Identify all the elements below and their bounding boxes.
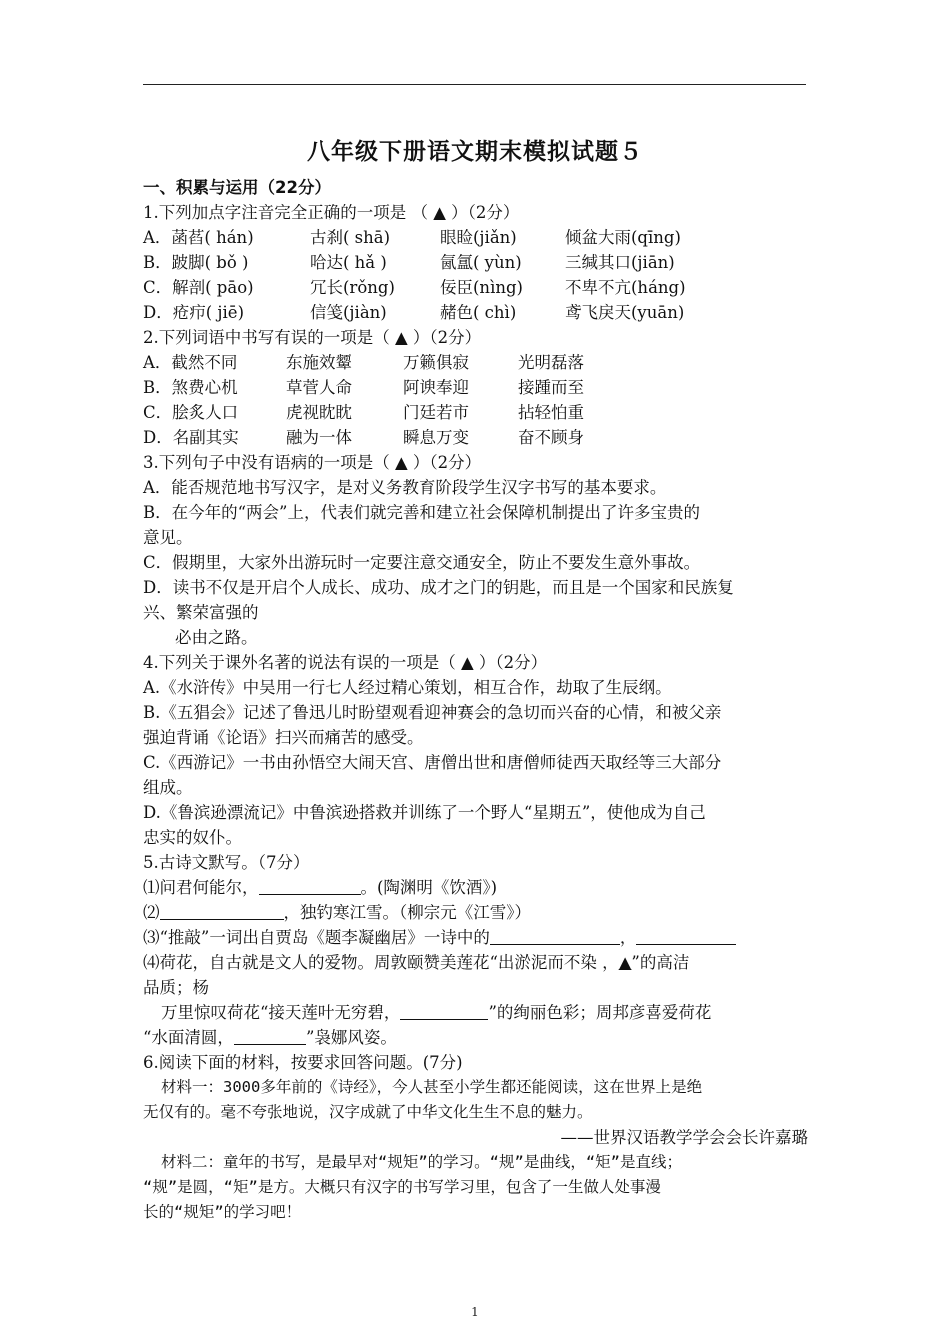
material-1-cont: 无仅有的。毫不夸张地说，汉字成就了中华文化生生不息的魅力。 — [143, 1103, 593, 1121]
question-4-stem: 4.下列关于课外名著的说法有误的一项是（ ▲ ）（2分） — [143, 653, 548, 672]
option-cell: D．名副其实 — [143, 428, 239, 447]
option-cell: 哈达( hǎ ) — [310, 253, 387, 272]
section-heading: 一、积累与运用（22分） — [143, 178, 331, 197]
poem-text: ”的高洁 — [631, 953, 690, 972]
poem-text: ⑵ — [143, 903, 160, 922]
poem-line-1 — [143, 875, 808, 900]
option-cell: 光明磊落 — [518, 353, 584, 372]
poem-line-7 — [143, 1025, 808, 1050]
poem-text: ⑴问君何能尔， — [143, 878, 259, 897]
question-3-stem: 3.下列句子中没有语病的一项是（ ▲ ）（2分） — [143, 453, 482, 472]
poem-line-4 — [143, 950, 808, 975]
answer-blank[interactable] — [259, 877, 361, 895]
option-cell: 草菅人命 — [286, 378, 352, 397]
poem-text: ，独钓寒江雪。（柳宗元《江雪》） — [283, 903, 531, 922]
option-cell: 鸢飞戾天(yuān) — [565, 303, 685, 322]
question-2-stem: 2.下列词语中书写有误的一项是（ ▲ ）（2分） — [143, 328, 482, 347]
option-cell: 信笺(jiàn) — [310, 303, 387, 322]
poem-line-5: 品质；杨 — [143, 978, 209, 997]
poem-line-2 — [143, 900, 808, 925]
answer-blank[interactable] — [636, 927, 736, 945]
material-2-cont: “规”是圆，“矩”是方。大概只有汉字的书写学习里，包含了一生做人处事漫 — [143, 1178, 661, 1196]
answer-blank[interactable] — [234, 1027, 306, 1045]
poem-text: 。(陶渊明《饮酒》) — [360, 878, 498, 897]
option-cell: 赭色( chì) — [440, 303, 517, 322]
option-cell: 东施效颦 — [286, 353, 352, 372]
option-cell: 不卑不亢(háng) — [565, 278, 686, 297]
question-4-option-c: C.《西游记》一书由孙悟空大闹天宫、唐僧出世和唐僧师徒西天取经等三大部分 — [143, 753, 722, 772]
question-2-option-a — [143, 350, 808, 375]
option-cell: 虎视眈眈 — [286, 403, 352, 422]
page-title: 八年级下册语文期末模拟试题５ — [307, 138, 643, 165]
poem-text: ”的绚丽色彩；周邦彦喜爱荷花 — [488, 1003, 712, 1022]
question-4-option-d: D.《鲁滨逊漂流记》中鲁滨逊搭救并训练了一个野人“星期五”，使他成为自己 — [143, 803, 706, 822]
option-cell: A．截然不同 — [143, 353, 238, 372]
option-cell: 佞臣(nìng) — [440, 278, 523, 297]
option-cell: 门廷若市 — [403, 403, 469, 422]
question-4-option-d-cont: 忠实的奴仆。 — [143, 828, 242, 847]
option-cell: 氤氲( yùn) — [440, 253, 522, 272]
poem-line-6 — [143, 1000, 808, 1025]
question-1-option-c — [143, 275, 808, 300]
option-cell: 奋不顾身 — [518, 428, 584, 447]
option-cell: 古刹( shā) — [310, 228, 391, 247]
question-2-option-c — [143, 400, 808, 425]
question-4-option-a: A.《水浒传》中吴用一行七人经过精心策划，相互合作，劫取了生辰纲。 — [143, 678, 672, 697]
answer-blank[interactable] — [490, 927, 620, 945]
option-cell: D．疮疖( jiē) — [143, 303, 245, 322]
option-cell: 阿谀奉迎 — [403, 378, 469, 397]
material-2-cont2: 长的“规矩”的学习吧！ — [143, 1203, 302, 1221]
question-3-option-d-cont2: 必由之路。 — [175, 628, 258, 647]
question-1-stem: 1.下列加点字注音完全正确的一项是 （ ▲ ）（2分） — [143, 203, 520, 222]
material-1-source: ——世界汉语教学学会会长许嘉璐 — [560, 1128, 808, 1147]
page-number: 1 — [471, 1305, 479, 1319]
poem-line-3 — [143, 925, 808, 950]
option-cell: 拈轻怕重 — [518, 403, 584, 422]
poem-text: “水面清圆， — [143, 1028, 234, 1047]
question-3-option-d-cont: 兴、繁荣富强的 — [143, 603, 259, 622]
answer-blank[interactable] — [400, 1002, 488, 1020]
option-cell: 倾盆大雨(qīng) — [565, 228, 681, 247]
answer-blank[interactable] — [160, 902, 284, 920]
question-5-stem: 5.古诗文默写。（7分） — [143, 853, 310, 872]
option-cell: B．煞费心机 — [143, 378, 238, 397]
option-cell: C．解剖( pāo) — [143, 278, 254, 297]
question-3-option-d: D．读书不仅是开启个人成长、成功、成才之门的钥匙，而且是一个国家和民族复 — [143, 578, 734, 597]
question-1-option-d — [143, 300, 808, 325]
question-6-stem: 6.阅读下面的材料，按要求回答问题。(7分) — [143, 1053, 463, 1072]
question-3-option-b-cont: 意见。 — [143, 528, 193, 547]
poem-text: 万里惊叹荷花“接天莲叶无穷碧， — [161, 1003, 401, 1022]
question-4-option-b-cont: 强迫背诵《论语》扫兴而痛苦的感受。 — [143, 728, 424, 747]
material-2: 材料二：童年的书写，是最早对“规矩”的学习。“规”是曲线，“矩”是直线； — [161, 1153, 682, 1171]
poem-text: ⑷荷花，自古就是文人的爱物。周敦颐赞美莲花“出淤泥而不染 ， — [143, 953, 619, 972]
question-2-option-d — [143, 425, 808, 450]
poem-text: ， — [619, 928, 637, 947]
option-cell: A．菡萏( hán) — [143, 228, 254, 247]
poem-text: ”袅娜风姿。 — [305, 1028, 397, 1047]
question-3-option-c: C．假期里，大家外出游玩时一定要注意交通安全，防止不要发生意外事故。 — [143, 553, 701, 572]
question-3-option-b: B．在今年的“两会”上，代表们就完善和建立社会保障机制提出了许多宝贵的 — [143, 503, 700, 522]
option-cell: 瞬息万变 — [403, 428, 469, 447]
question-1-option-a — [143, 225, 808, 250]
question-4-option-c-cont: 组成。 — [143, 778, 193, 797]
option-cell: B．跛脚( bǒ ) — [143, 253, 249, 272]
question-1-option-b — [143, 250, 808, 275]
question-3-option-a: A．能否规范地书写汉字，是对义务教育阶段学生汉字书写的基本要求。 — [143, 478, 667, 497]
option-cell: 冗长(rǒng) — [310, 278, 395, 297]
option-cell: 三缄其口(jiān) — [565, 253, 675, 272]
option-cell: 眼睑(jiǎn) — [440, 228, 517, 247]
material-1: 材料一：3000多年前的《诗经》，今人甚至小学生都还能阅读，这在世界上是绝 — [161, 1078, 703, 1096]
header-rule — [143, 84, 806, 85]
option-cell: 接踵而至 — [518, 378, 584, 397]
poem-text: ⑶“推敲”一词出自贾岛《题李凝幽居》一诗中的 — [143, 928, 490, 947]
option-cell: 融为一体 — [286, 428, 352, 447]
question-4-option-b: B.《五猖会》记述了鲁迅儿时盼望观看迎神赛会的急切而兴奋的心情，和被父亲 — [143, 703, 722, 722]
option-cell: 万籁俱寂 — [403, 353, 469, 372]
exam-content — [143, 175, 808, 1225]
question-2-option-b — [143, 375, 808, 400]
option-cell: C．脍炙人口 — [143, 403, 239, 422]
answer-blank-marker[interactable]: ▲ — [618, 953, 632, 972]
